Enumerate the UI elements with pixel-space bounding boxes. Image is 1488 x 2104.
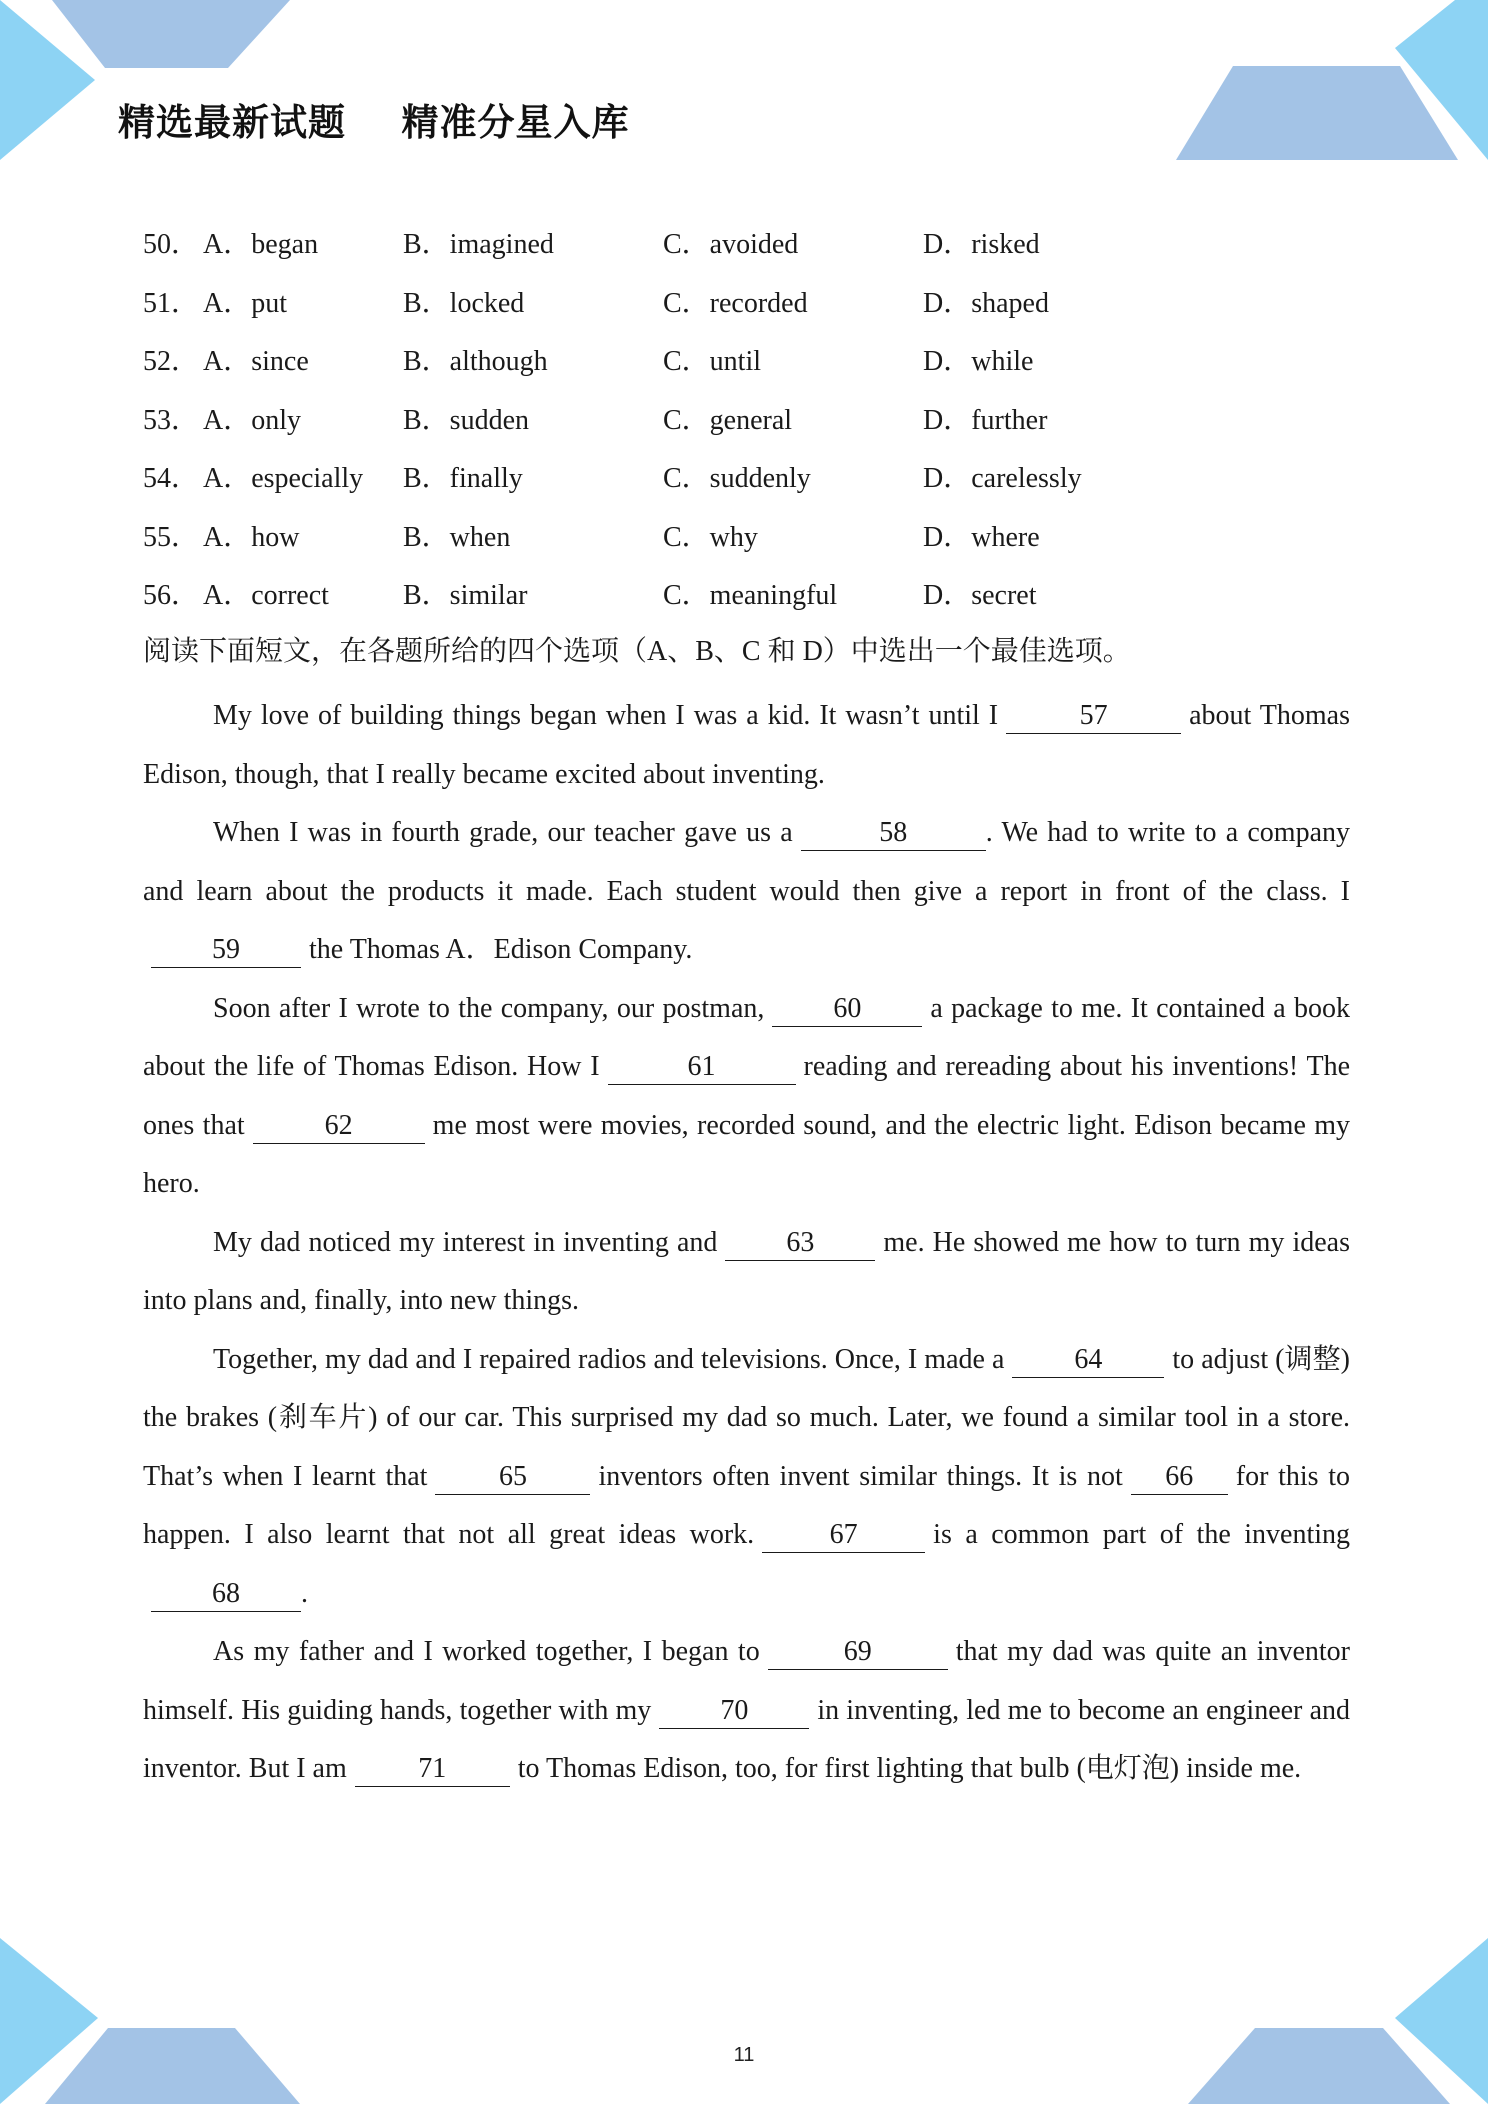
paragraph-6 [143, 1623, 1350, 1799]
top-left-trapezoid [52, 0, 290, 68]
option-b: B．locked [403, 287, 525, 319]
option-d: D．where [923, 521, 1040, 553]
passage-text: to adjust (调整) the brakes (刹车片) of our car. This surprised my dad so much. Later, we found a similar tool in a store. That’s when I learnt that [143, 1343, 1350, 1492]
question-number: 53． [143, 404, 200, 436]
question-number: 55． [143, 521, 200, 553]
paragraph-1 [143, 687, 1350, 804]
passage-text: that my dad was quite an inventor himself. His guiding hands, together with my [143, 1636, 1351, 1726]
option-row-55 [143, 518, 1143, 577]
option-d: D．risked [923, 229, 1040, 260]
option-b: B．sudden [403, 404, 530, 436]
passage-text: to Thomas Edison, too, for first lighting that bulb (电灯泡) inside me. [517, 1753, 1302, 1784]
option-a: A．since [203, 346, 309, 377]
option-c: C．why [663, 521, 758, 553]
passage-text: a package to me. It contained a book about the life of Thomas Edison. How I [143, 992, 1350, 1082]
option-d: D．shaped [923, 287, 1049, 319]
passage-text: Together, my dad and I repaired radios and televisions. Once, I made a [213, 1343, 1005, 1375]
top-right-triangle [1395, 0, 1488, 160]
question-number: 52． [143, 346, 200, 377]
passage-text: is a common part of the inventing [933, 1519, 1350, 1550]
option-b: B．similar [403, 580, 528, 611]
blank-66: 66 [1131, 1460, 1228, 1495]
option-b: B．finally [403, 463, 523, 494]
option-a: A．only [203, 404, 302, 436]
option-row-51 [143, 284, 1143, 343]
passage-text: . [301, 1577, 308, 1609]
passage-text: As my father and I worked together, I began to [213, 1636, 760, 1667]
blank-68: 68 [151, 1577, 301, 1612]
passage-text: me most were movies, recorded sound, and the electric light. Edison became my hero. [143, 1109, 1351, 1199]
question-number: 51． [143, 287, 200, 319]
option-b: B．imagined [403, 229, 554, 260]
option-d: D．secret [923, 580, 1037, 611]
paragraph-3 [143, 980, 1350, 1214]
question-number: 50． [143, 229, 200, 260]
option-row-50 [143, 225, 1143, 284]
header-title: 精选最新试题 精准分星入库 [118, 101, 630, 144]
reading-instruction: 阅读下面短文，在各题所给的四个选项（A、B、C 和 D）中选出一个最佳选项。 [143, 636, 1131, 667]
passage-text: Soon after I wrote to the company, our postman, [213, 992, 765, 1024]
option-d: D．further [923, 404, 1048, 436]
option-row-52 [143, 342, 1143, 401]
passage-text: My love of building things began when I was a kid. It wasn’t until I [213, 700, 999, 731]
top-right-trapezoid [1176, 66, 1458, 160]
blank-64: 64 [1012, 1343, 1164, 1378]
paragraph-2 [143, 804, 1350, 980]
blank-65: 65 [435, 1460, 590, 1495]
option-row-56 [143, 576, 1143, 635]
option-d: D．while [923, 346, 1034, 377]
bottom-right-triangle [1395, 1938, 1488, 2104]
option-c: C．general [663, 404, 793, 436]
passage-text: the Thomas A．Edison Company. [309, 934, 693, 965]
option-a: A．how [203, 521, 300, 553]
option-c: C．suddenly [663, 463, 811, 494]
option-a: A．began [203, 229, 319, 260]
passage-text: inventors often invent similar things. It is not [598, 1460, 1123, 1492]
option-row-53 [143, 401, 1143, 460]
blank-57: 57 [1006, 699, 1181, 734]
option-a: A．especially [203, 463, 364, 494]
options-list [143, 225, 1143, 635]
blank-71: 71 [355, 1752, 510, 1787]
blank-70: 70 [659, 1694, 809, 1729]
bottom-left-triangle [0, 1938, 98, 2104]
blank-63: 63 [725, 1226, 875, 1261]
option-row-54 [143, 459, 1143, 518]
option-c: C．until [663, 346, 762, 377]
option-a: A．correct [203, 580, 329, 611]
blank-61: 61 [608, 1050, 796, 1085]
paragraph-4 [143, 1214, 1350, 1331]
reading-passage [143, 687, 1350, 1799]
question-number: 54． [143, 463, 200, 494]
option-c: C．avoided [663, 229, 799, 260]
passage-text: for this to happen. I also learnt that not all great ideas work. [143, 1460, 1351, 1550]
option-b: B．although [403, 346, 548, 377]
blank-62: 62 [253, 1109, 425, 1144]
passage-text: My dad noticed my interest in inventing and [213, 1226, 718, 1258]
option-d: D．carelessly [923, 463, 1082, 494]
option-c: C．meaningful [663, 580, 838, 611]
passage-text: me. He showed me how to turn my ideas into plans and, finally, into new things. [143, 1226, 1350, 1316]
option-b: B．when [403, 521, 511, 553]
passage-text: When I was in fourth grade, our teacher gave us a [213, 817, 793, 848]
blank-59: 59 [151, 933, 301, 968]
blank-60: 60 [772, 992, 922, 1027]
question-number: 56． [143, 580, 200, 611]
page-number: 11 [733, 2044, 755, 2066]
passage-text: . We had to write to a company and learn about the products it made. Each student would then give a report in front of the class. I [143, 817, 1351, 907]
option-c: C．recorded [663, 287, 808, 319]
option-a: A．put [203, 287, 288, 319]
passage-text: about Thomas Edison, though, that I really became excited about inventing. [143, 700, 1350, 790]
blank-67: 67 [762, 1518, 925, 1553]
passage-text: in inventing, led me to become an engineer and inventor. But I am [143, 1694, 1351, 1784]
blank-69: 69 [768, 1635, 948, 1670]
blank-58: 58 [801, 816, 986, 851]
paragraph-5 [143, 1331, 1350, 1624]
top-left-triangle [0, 0, 95, 160]
passage-text: reading and rereading about his inventions! The ones that [143, 1051, 1351, 1141]
